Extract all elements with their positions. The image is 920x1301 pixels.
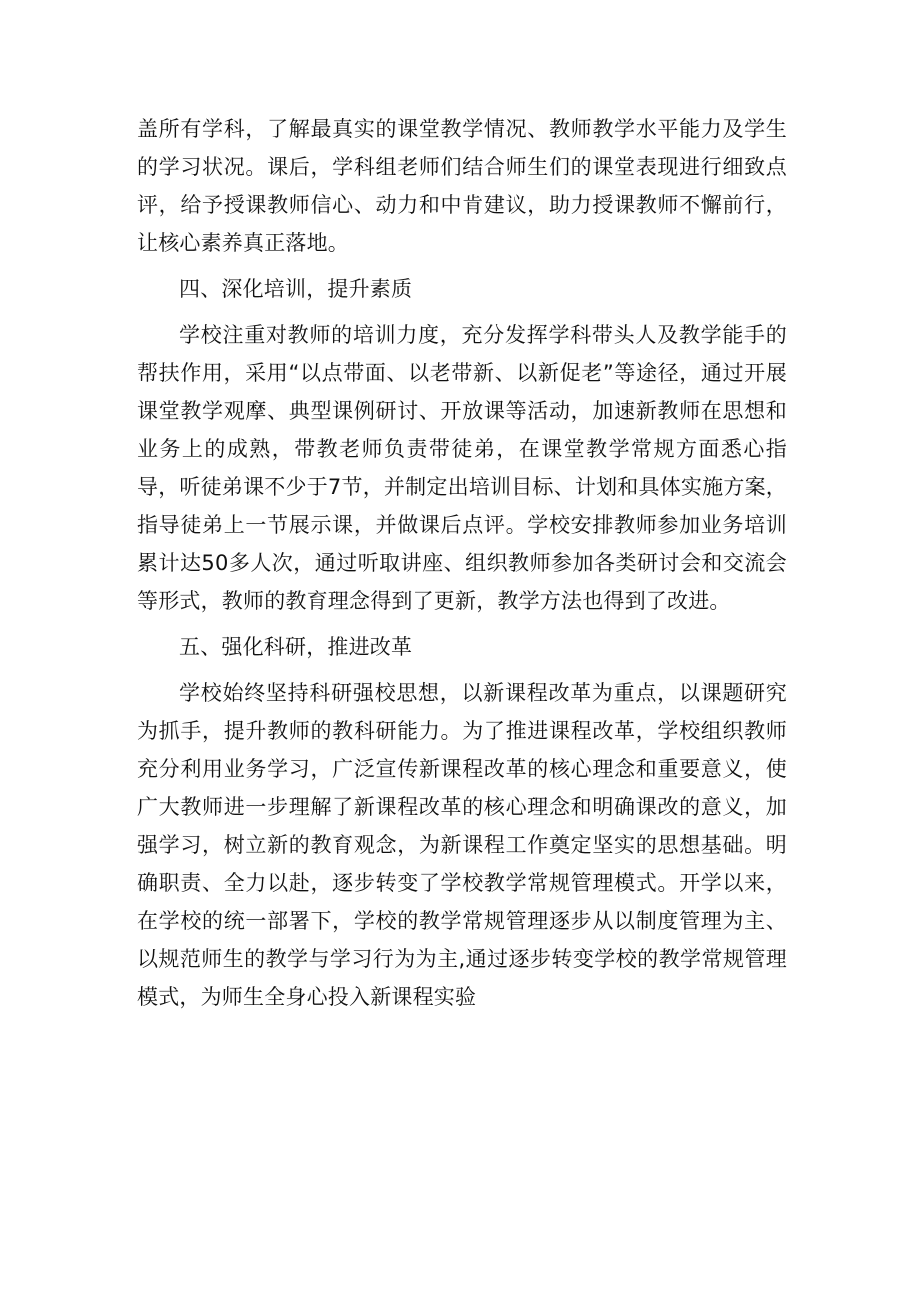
section-heading-five: 五、强化科研，推进改革 [179,635,413,659]
document-body [137,110,787,1024]
paragraph-training: 学校注重对教师的培训力度，充分发挥学科带头人及教学能手的帮扶作用，采用“以点带面、以老带新、以新促老”等途径，通过开展课堂教学观摩、典型课例研讨、开放课等活动，加速新教师在思想和业务上的成熟，带教老师负责带徒弟，在课堂教学常规方面悉心指导，听徒弟课不少于7节，并制定出培训目标、计划和具体实施方案，指导徒弟上一节展示课，并做课后点评。学校安排教师参加业务培训累计达50多人次，通过听取讲座、组织教师参加各类研讨会和交流会等形式，教师的教育理念得到了更新，教学方法也得到了改进。 [137,323,787,613]
paragraph-continuation: 盖所有学科，了解最真实的课堂教学情况、教师教学水平能力及学生的学习状况。课后，学科组老师们结合师生们的课堂表现进行细致点评，给予授课教师信心、动力和中肯建议，助力授课教师不懈前行，让核心素养真正落地。 [137,117,787,255]
section-heading-four: 四、深化培训，提升素质 [179,277,413,301]
paragraph-research: 学校始终坚持科研强校思想，以新课程改革为重点，以课题研究为抓手，提升教师的教科研能力。为了推进课程改革，学校组织教师充分利用业务学习，广泛宣传新课程改革的核心理念和重要意义，使广大教师进一步理解了新课程改革的核心理念和明确课改的意义，加强学习，树立新的教育观念，为新课程工作奠定坚实的思想基础。明确职责、全力以赴，逐步转变了学校教学常规管理模式。开学以来，在学校的统一部署下，学校的教学常规管理逐步从以制度管理为主、以规范师生的教学与学习行为为主,通过逐步转变学校的教学常规管理模式，为师生全身心投入新课程实验 [137,681,787,1009]
